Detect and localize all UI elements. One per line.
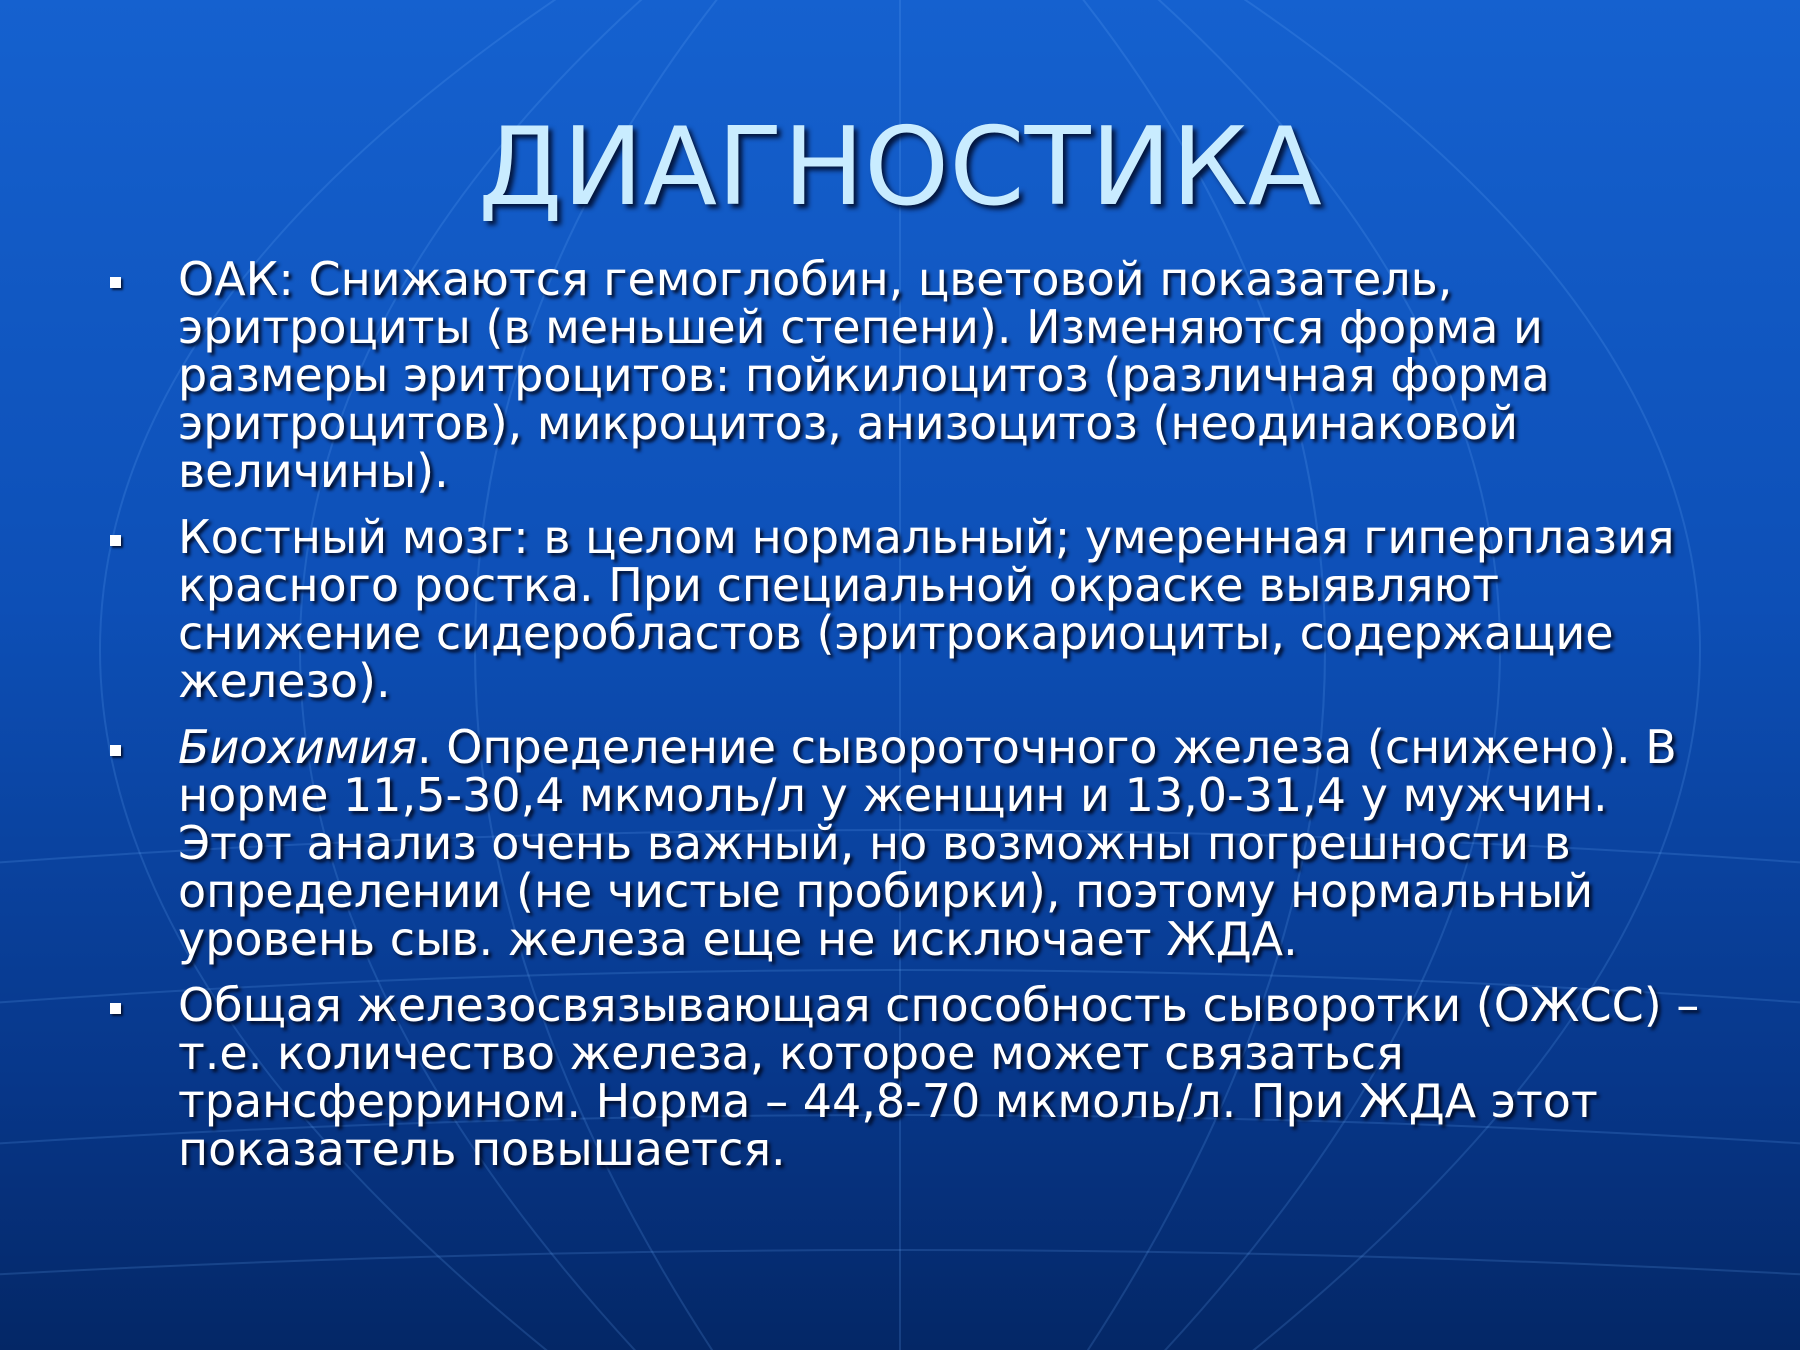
bullet-lead-italic: Биохимия: [178, 720, 417, 774]
bullet-list: [110, 252, 1710, 1191]
bullet-item-tibc: [110, 978, 1710, 1176]
square-bullet-icon: [110, 277, 121, 288]
square-bullet-icon: [110, 1003, 121, 1014]
square-bullet-icon: [110, 535, 121, 546]
bullet-text: Костный мозг: в целом нормальный; умеренная гиперплазия красного ростка. При специальной окраске выявляют снижение сидеробластов (эритрокариоциты, содержащие железо).: [178, 510, 1675, 708]
square-bullet-icon: [110, 745, 121, 756]
bullet-item-oak: [110, 252, 1710, 498]
bullet-text: ОАК: Снижаются гемоглобин, цветовой показатель, эритроциты (в меньшей степени). Изменяются форма и размеры эритроцитов: пойкилоцитоз (различная форма эритроцитов), микроцитоз, анизоцитоз (неодинаковой величины).: [178, 252, 1550, 498]
bullet-item-biochemistry: [110, 720, 1710, 966]
bullet-text: . Определение сывороточного железа (снижено). В норме 11,5-30,4 мкмоль/л у женщин и 13,0-31,4 у мужчин. Этот анализ очень важный, но возможны погрешности в определении (не чистые пробирки), поэтому нормальный уровень сыв. железа еще не исключает ЖДА.: [178, 720, 1677, 966]
bullet-item-bone-marrow: [110, 510, 1710, 708]
slide-title: ДИАГНОСТИКА: [478, 105, 1322, 230]
bullet-text: Общая железосвязывающая способность сыворотки (ОЖСС) – т.е. количество железа, которое может связаться трансферрином. Норма – 44,8-70 мкмоль/л. При ЖДА этот показатель повышается.: [178, 978, 1700, 1176]
